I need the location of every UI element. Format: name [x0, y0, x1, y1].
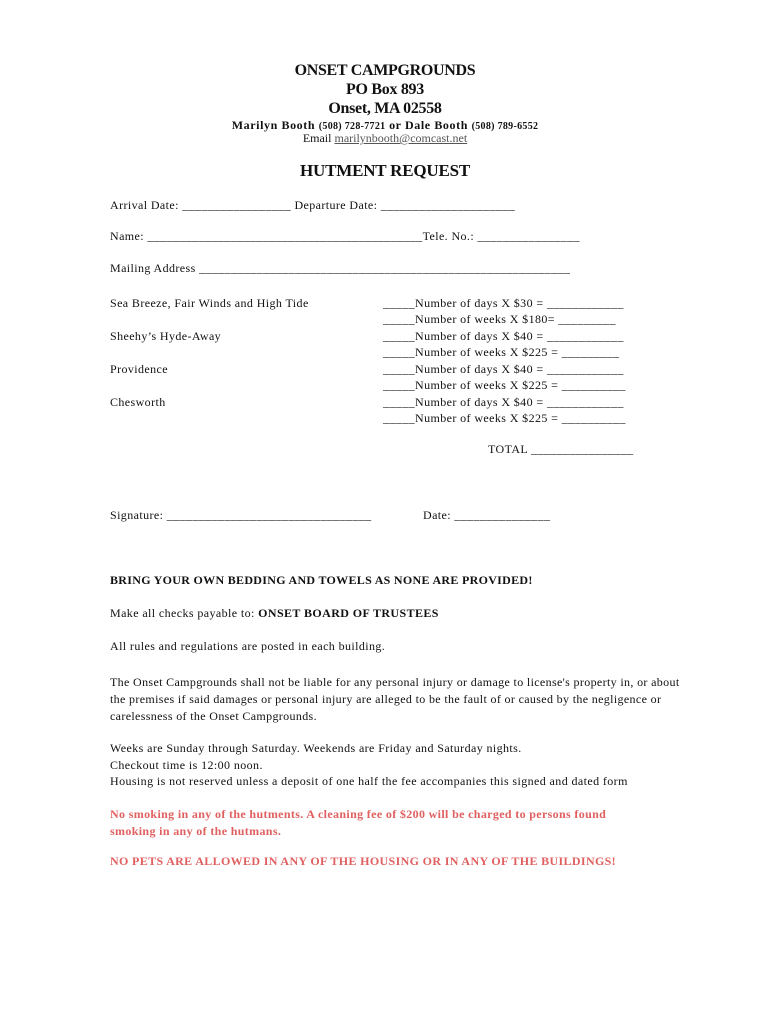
- property-sea-breeze: Sea Breeze, Fair Winds and High Tide: [110, 296, 309, 310]
- email-link[interactable]: marilynbooth@comcast.net: [334, 131, 468, 145]
- total-line[interactable]: TOTAL ________________: [488, 442, 634, 456]
- email-label: Email: [302, 131, 332, 145]
- po-box: PO Box 893: [346, 81, 424, 98]
- signature-line[interactable]: Signature: ________________________________: [110, 508, 372, 522]
- rate-line[interactable]: _____Number of days X $40 = ____________: [383, 395, 624, 409]
- bedding-notice: BRING YOUR OWN BEDDING AND TOWELS AS NONE ARE PROVIDED!: [110, 573, 533, 587]
- no-smoking-notice: No smoking in any of the hutments. A cleaning fee of $200 will be charged to persons found smoking in any of the hutmans.: [110, 807, 607, 838]
- checkout-notice: Checkout time is 12:00 noon.: [110, 758, 263, 772]
- checks-prefix: Make all checks payable to:: [110, 606, 255, 620]
- rate-line[interactable]: _____Number of weeks X $225 = _________: [383, 345, 620, 359]
- name-phone-line[interactable]: Name: ___________________________________________Tele. No.: ________________: [110, 229, 580, 243]
- date-line[interactable]: Date: _______________: [423, 508, 551, 522]
- weeks-notice: Weeks are Sunday through Saturday. Weekends are Friday and Saturday nights.: [110, 741, 522, 755]
- no-pets-notice: NO PETS ARE ALLOWED IN ANY OF THE HOUSING OR IN ANY OF THE BUILDINGS!: [110, 854, 617, 868]
- rate-line[interactable]: _____Number of weeks X $225 = __________: [383, 411, 626, 425]
- contact-name-2: Dale Booth: [405, 118, 468, 132]
- contact-or: or: [389, 118, 402, 132]
- org-name: ONSET CAMPGROUNDS: [294, 62, 476, 79]
- arrival-departure-line[interactable]: Arrival Date: _________________ Departure Date: _____________________: [110, 198, 516, 212]
- rate-line[interactable]: _____Number of days X $40 = ____________: [383, 329, 624, 343]
- rules-notice: All rules and regulations are posted in each building.: [110, 639, 386, 653]
- contact-name-1: Marilyn Booth: [231, 118, 316, 132]
- mailing-address-line[interactable]: Mailing Address __________________________________________________________: [110, 261, 571, 275]
- contact-phone-2: (508) 789-6552: [471, 121, 539, 132]
- checks-payee: ONSET BOARD OF TRUSTEES: [258, 606, 439, 620]
- city-state-zip: Onset, MA 02558: [328, 100, 442, 117]
- property-sheehys: Sheehy’s Hyde-Away: [110, 329, 222, 343]
- property-providence: Providence: [110, 362, 168, 376]
- email-line: [0, 131, 770, 146]
- liability-paragraph: The Onset Campgrounds shall not be liable for any personal injury or damage to license's property in, or about the premises if said damages or personal injury are alleged to be the fault of or caused by the negligence or carelessness of the Onset Campgrounds.: [110, 675, 680, 723]
- checks-line: [110, 606, 439, 621]
- rate-line[interactable]: _____Number of weeks X $225 = __________: [383, 378, 626, 392]
- rate-line[interactable]: _____Number of days X $40 = ____________: [383, 362, 624, 376]
- property-chesworth: Chesworth: [110, 395, 166, 409]
- housing-notice: Housing is not reserved unless a deposit of one half the fee accompanies this signed and dated form: [110, 774, 628, 788]
- rate-line[interactable]: _____Number of weeks X $180= _________: [383, 312, 616, 326]
- form-title: HUTMENT REQUEST: [299, 161, 471, 180]
- contact-phone-1: (508) 728-7721: [318, 121, 386, 132]
- rate-line[interactable]: _____Number of days X $30 = ____________: [383, 296, 624, 310]
